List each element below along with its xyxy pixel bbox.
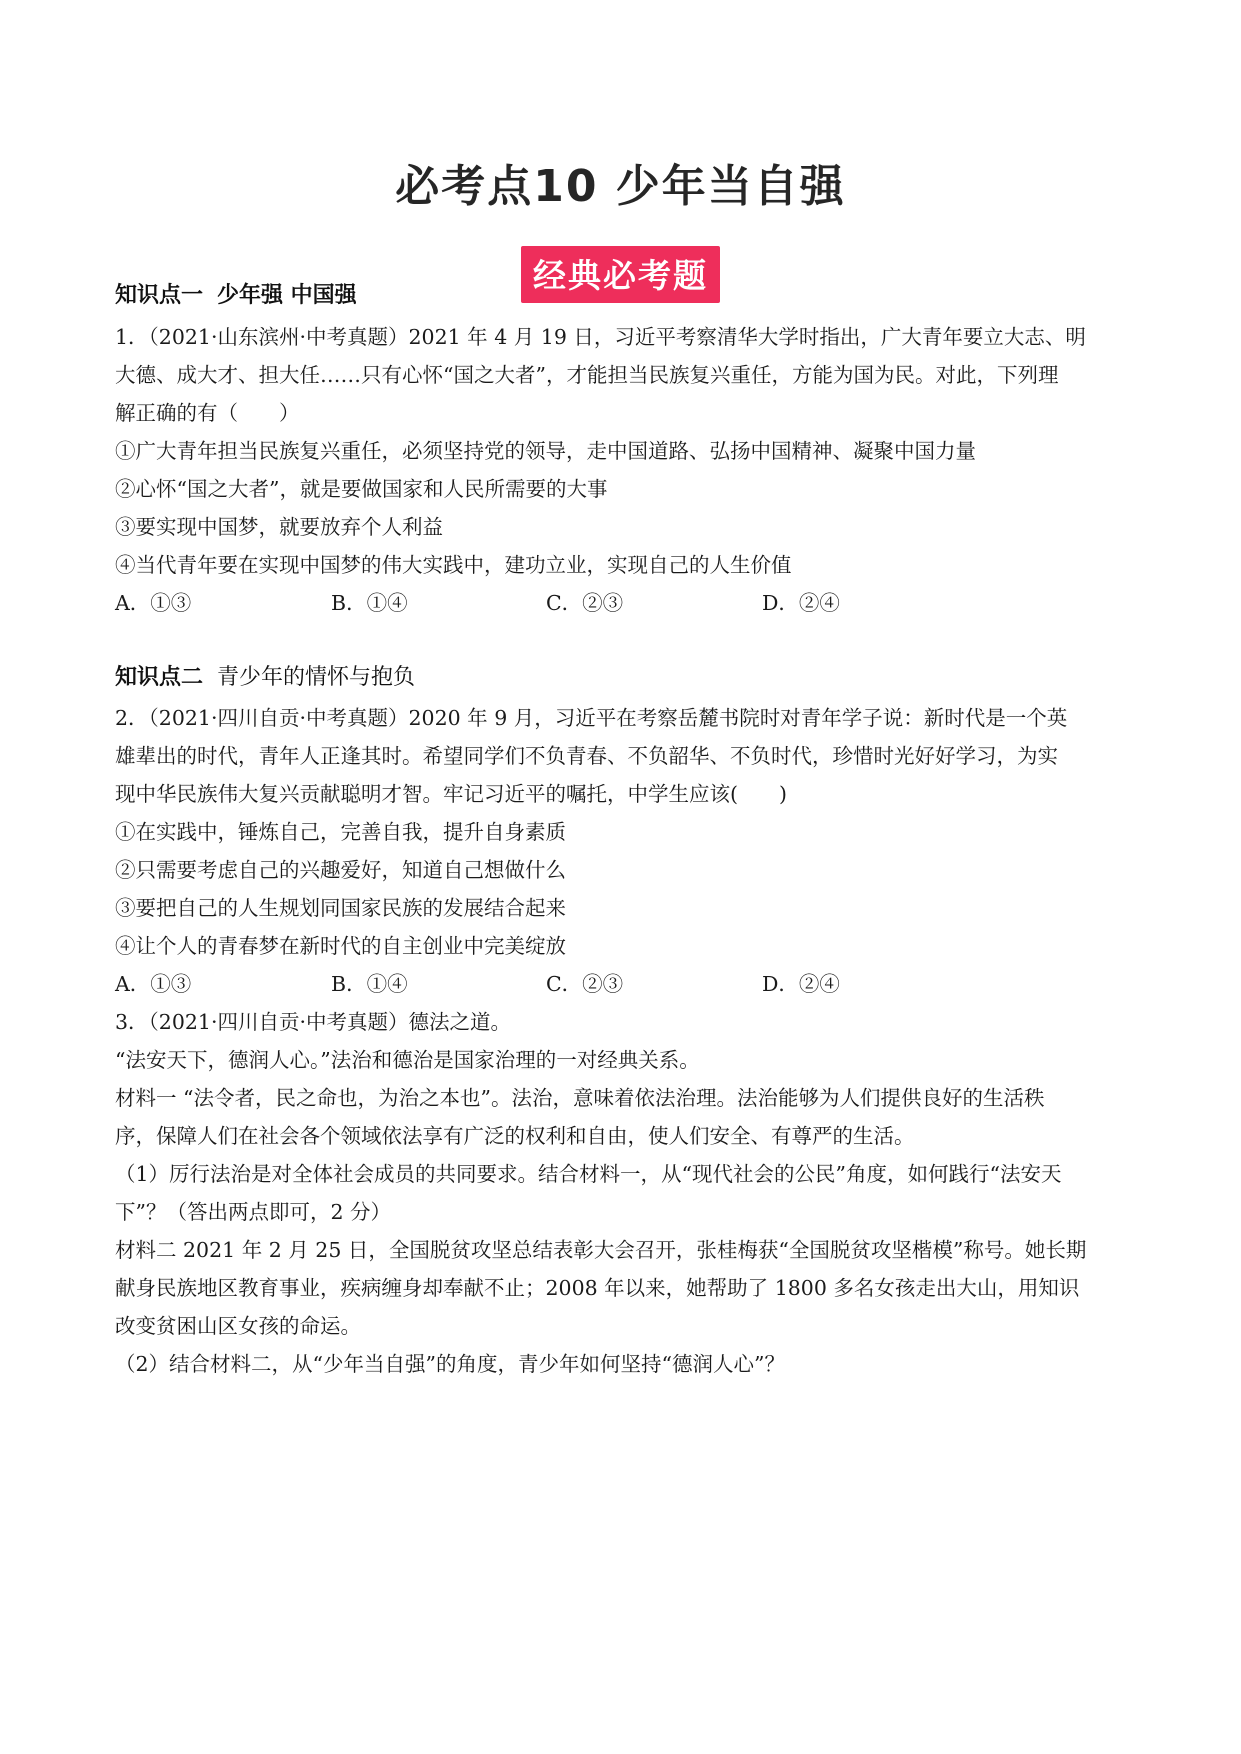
question-2-statement: ③要把自己的人生规划同国家民族的发展结合起来 [115,896,566,920]
section-label: 知识点二 [115,665,204,690]
section-heading-1 [115,278,357,309]
option-a: A．①③ [115,591,192,615]
section-title: 少年强 中国强 [217,283,357,308]
option-b: B．①④ [331,972,408,996]
option-a: A．①③ [115,972,192,996]
subquestion-1-line: （1）厉行法治是对全体社会成员的共同要求。结合材料一，从“现代社会的公民”角度，如何践行“法安天 [115,1162,1062,1186]
page-title: 必考点10 少年当自强 [395,161,846,212]
material-1-line: 序，保障人们在社会各个领域依法享有广泛的权利和自由，使人们安全、有尊严的生活。 [115,1124,915,1148]
material-2-line: 材料二 2021 年 2 月 25 日，全国脱贫攻坚总结表彰大会召开，张桂梅获“全国脱贫攻坚楷模”称号。她长期 [115,1238,1087,1262]
material-2-line: 改变贫困山区女孩的命运。 [115,1314,361,1338]
question-1-statement: ②心怀“国之大者”，就是要做国家和人民所需要的大事 [115,477,608,501]
section-label: 知识点一 [115,283,204,308]
section-heading-2 [115,660,415,691]
option-d: D．②④ [762,972,840,996]
question-2-statement: ④让个人的青春梦在新时代的自主创业中完美绽放 [115,934,566,958]
option-c: C．②③ [546,972,624,996]
question-3-quote: “法安天下，德润人心。”法治和德治是国家治理的一对经典关系。 [115,1048,700,1072]
section-title: 青少年的情怀与抱负 [217,665,416,690]
question-1-statement: ③要实现中国梦，就要放弃个人利益 [115,515,443,539]
question-1-statement: ④当代青年要在实现中国梦的伟大实践中，建功立业，实现自己的人生价值 [115,553,792,577]
question-1-statement: ①广大青年担当民族复兴重任，必须坚持党的领导，走中国道路、弘扬中国精神、凝聚中国力量 [115,439,976,463]
subquestion-2-line: （2）结合材料二，从“少年当自强”的角度，青少年如何坚持“德润人心”？ [115,1352,785,1376]
subquestion-1-line: 下”？（答出两点即可，2 分） [115,1200,392,1224]
question-1-line: 解正确的有（ ） [115,401,300,425]
question-2-line: 现中华民族伟大复兴贡献聪明才智。牢记习近平的嘱托，中学生应该( ) [115,782,787,806]
option-d: D．②④ [762,591,840,615]
question-2-line: 2．（2021·四川自贡·中考真题）2020 年 9 月，习近平在考察岳麓书院时对青年学子说：新时代是一个英 [115,706,1068,730]
question-2-statement: ①在实践中，锤炼自己，完善自我，提升自身素质 [115,820,566,844]
question-3-line: 3．（2021·四川自贡·中考真题）德法之道。 [115,1010,511,1034]
option-b: B．①④ [331,591,408,615]
material-1-line: 材料一 “法令者，民之命也，为治之本也”。法治，意味着依法治理。法治能够为人们提供良好的生活秩 [115,1086,1045,1110]
classic-questions-badge: 经典必考题 [521,246,720,303]
question-2-line: 雄辈出的时代，青年人正逢其时。希望同学们不负青春、不负韶华、不负时代，珍惜时光好好学习，为实 [115,744,1058,768]
material-2-line: 献身民族地区教育事业，疾病缠身却奉献不止；2008 年以来，她帮助了 1800 多名女孩走出大山，用知识 [115,1276,1080,1300]
question-1-line: 1．（2021·山东滨州·中考真题）2021 年 4 月 19 日，习近平考察清华大学时指出，广大青年要立大志、明 [115,325,1086,349]
option-c: C．②③ [546,591,624,615]
question-1-line: 大德、成大才、担大任……只有心怀“国之大者”，才能担当民族复兴重任，方能为国为民。对此，下列理 [115,363,1059,387]
question-2-statement: ②只需要考虑自己的兴趣爱好，知道自己想做什么 [115,858,566,882]
